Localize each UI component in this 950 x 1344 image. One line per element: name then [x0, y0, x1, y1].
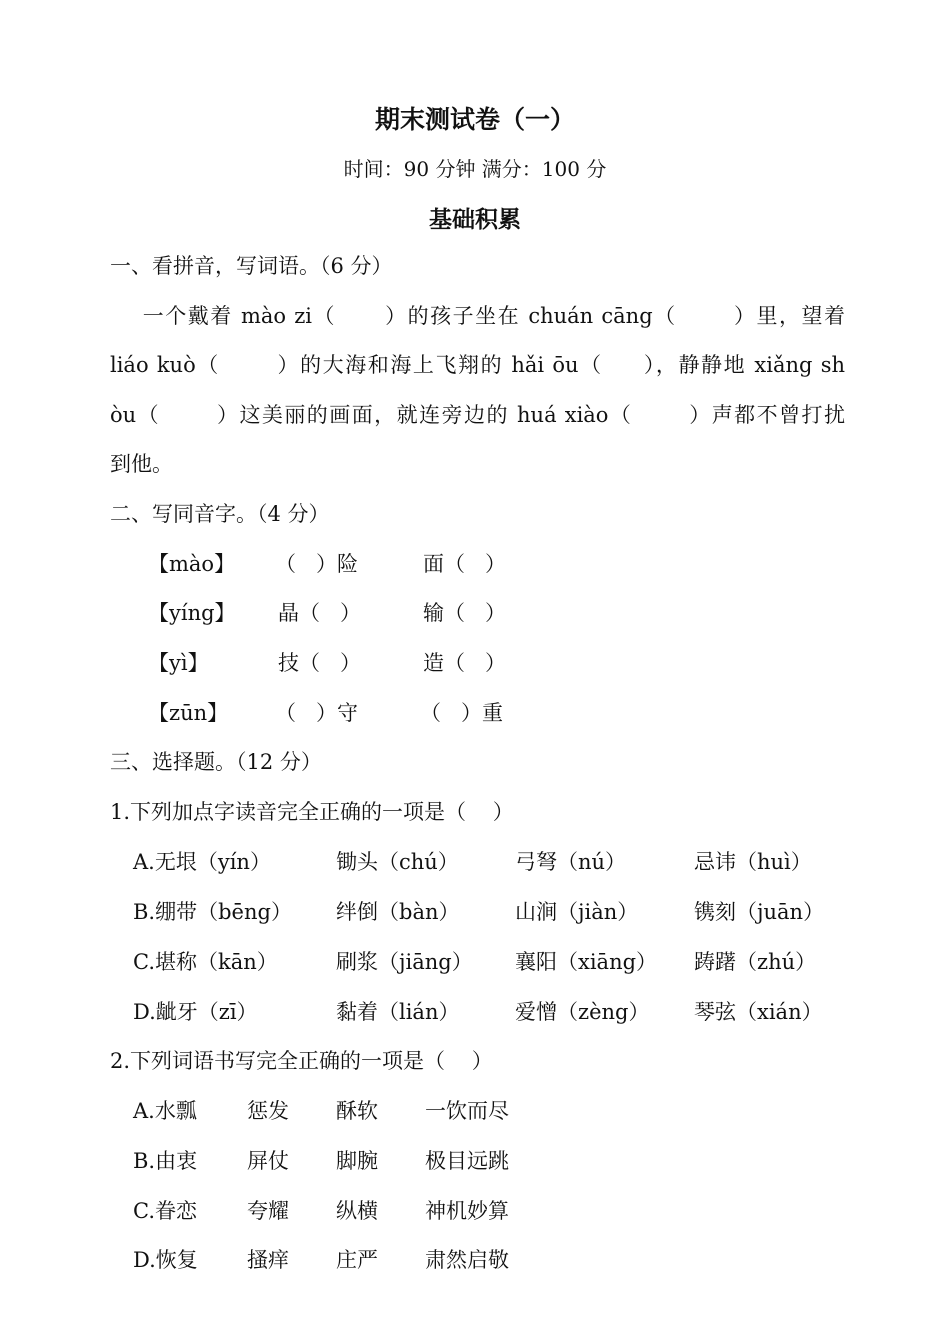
q3-option-cell: A.无垠（yín） — [133, 850, 271, 874]
q3-option-cell: 庄严 — [336, 1248, 378, 1272]
q2-heading: 二、写同音字。（4 分） — [110, 502, 330, 526]
q3-option-cell: 绊倒（bàn） — [336, 900, 460, 924]
q3-item-1-stem: 1.下列加点字读音完全正确的一项是（ ） — [110, 800, 514, 824]
q3-option-cell: 山涧（jiàn） — [515, 900, 639, 924]
q3-option-cell: B.绷带（bēng） — [133, 900, 292, 924]
q3-option-cell: 忌讳（huì） — [694, 850, 812, 874]
q3-option-cell: 脚腕 — [336, 1149, 378, 1173]
q3-option-cell: D.龇牙（zī） — [133, 1000, 258, 1024]
q2-blank-b: 输（ ） — [423, 601, 507, 625]
q2-pinyin: 【yíng】 — [148, 601, 236, 625]
q3-option-cell: 纵横 — [336, 1199, 378, 1223]
q1-line-1: 一个戴着 mào zi（ ）的孩子坐在 chuán cāng（ ）里，望着 — [110, 304, 845, 328]
q3-option-cell: 一饮而尽 — [425, 1099, 509, 1123]
q3-option-cell: 神机妙算 — [425, 1199, 509, 1223]
q3-option-cell: 肃然启敬 — [425, 1248, 509, 1272]
q2-pinyin: 【zūn】 — [148, 701, 229, 725]
q2-blank-a: （ ）险 — [275, 552, 359, 576]
q3-option-cell: 酥软 — [336, 1099, 378, 1123]
q3-option-cell: C.堪称（kān） — [133, 950, 278, 974]
page-title: 期末测试卷（一） — [374, 105, 575, 134]
q3-option-cell: 爱憎（zèng） — [515, 1000, 650, 1024]
q2-blank-b: （ ）重 — [420, 701, 504, 725]
q3-option-cell: 襄阳（xiāng） — [515, 950, 658, 974]
q3-option-cell: 夸耀 — [247, 1199, 289, 1223]
q3-option-cell: 屏仗 — [247, 1149, 289, 1173]
q3-option-cell: 弓弩（nú） — [515, 850, 627, 874]
q1-line-4: 到他。 — [110, 452, 173, 476]
q2-blank-a: 晶（ ） — [278, 601, 362, 625]
q3-heading: 三、选择题。（12 分） — [110, 750, 322, 774]
q2-pinyin: 【yì】 — [148, 651, 209, 675]
q3-option-cell: 黏着（lián） — [336, 1000, 460, 1024]
q3-option-cell: B.由衷 — [133, 1149, 198, 1173]
q3-option-cell: C.眷恋 — [133, 1199, 197, 1223]
q3-option-cell: 踌躇（zhú） — [694, 950, 817, 974]
q1-line-3: òu（ ）这美丽的画面，就连旁边的 huá xiào（ ）声都不曾打扰 — [110, 403, 845, 427]
q3-option-cell: D.恢复 — [133, 1248, 198, 1272]
q3-item-2-stem: 2.下列词语书写完全正确的一项是（ ） — [110, 1049, 493, 1073]
q3-option-cell: 惩发 — [247, 1099, 289, 1123]
section-heading: 基础积累 — [429, 206, 521, 233]
q3-option-cell: 镌刻（juān） — [694, 900, 825, 924]
page-subtitle: 时间：90 分钟 满分：100 分 — [343, 157, 607, 181]
q3-option-cell: 琴弦（xián） — [694, 1000, 823, 1024]
q2-blank-a: 技（ ） — [278, 651, 362, 675]
q1-heading: 一、看拼音，写词语。（6 分） — [110, 254, 393, 278]
q3-option-cell: 搔痒 — [247, 1248, 289, 1272]
q2-blank-a: （ ）守 — [275, 701, 359, 725]
q3-option-cell: 刷浆（jiāng） — [336, 950, 473, 974]
q3-option-cell: 锄头（chú） — [336, 850, 459, 874]
q1-line-2: liáo kuò（ ）的大海和海上飞翔的 hǎi ōu（ ），静静地 xiǎng sh — [110, 353, 845, 377]
q3-option-cell: 极目远跳 — [425, 1149, 509, 1173]
q2-blank-b: 面（ ） — [423, 552, 507, 576]
q2-blank-b: 造（ ） — [423, 651, 507, 675]
q3-option-cell: A.水瓢 — [133, 1099, 197, 1123]
q2-pinyin: 【mào】 — [148, 552, 236, 576]
